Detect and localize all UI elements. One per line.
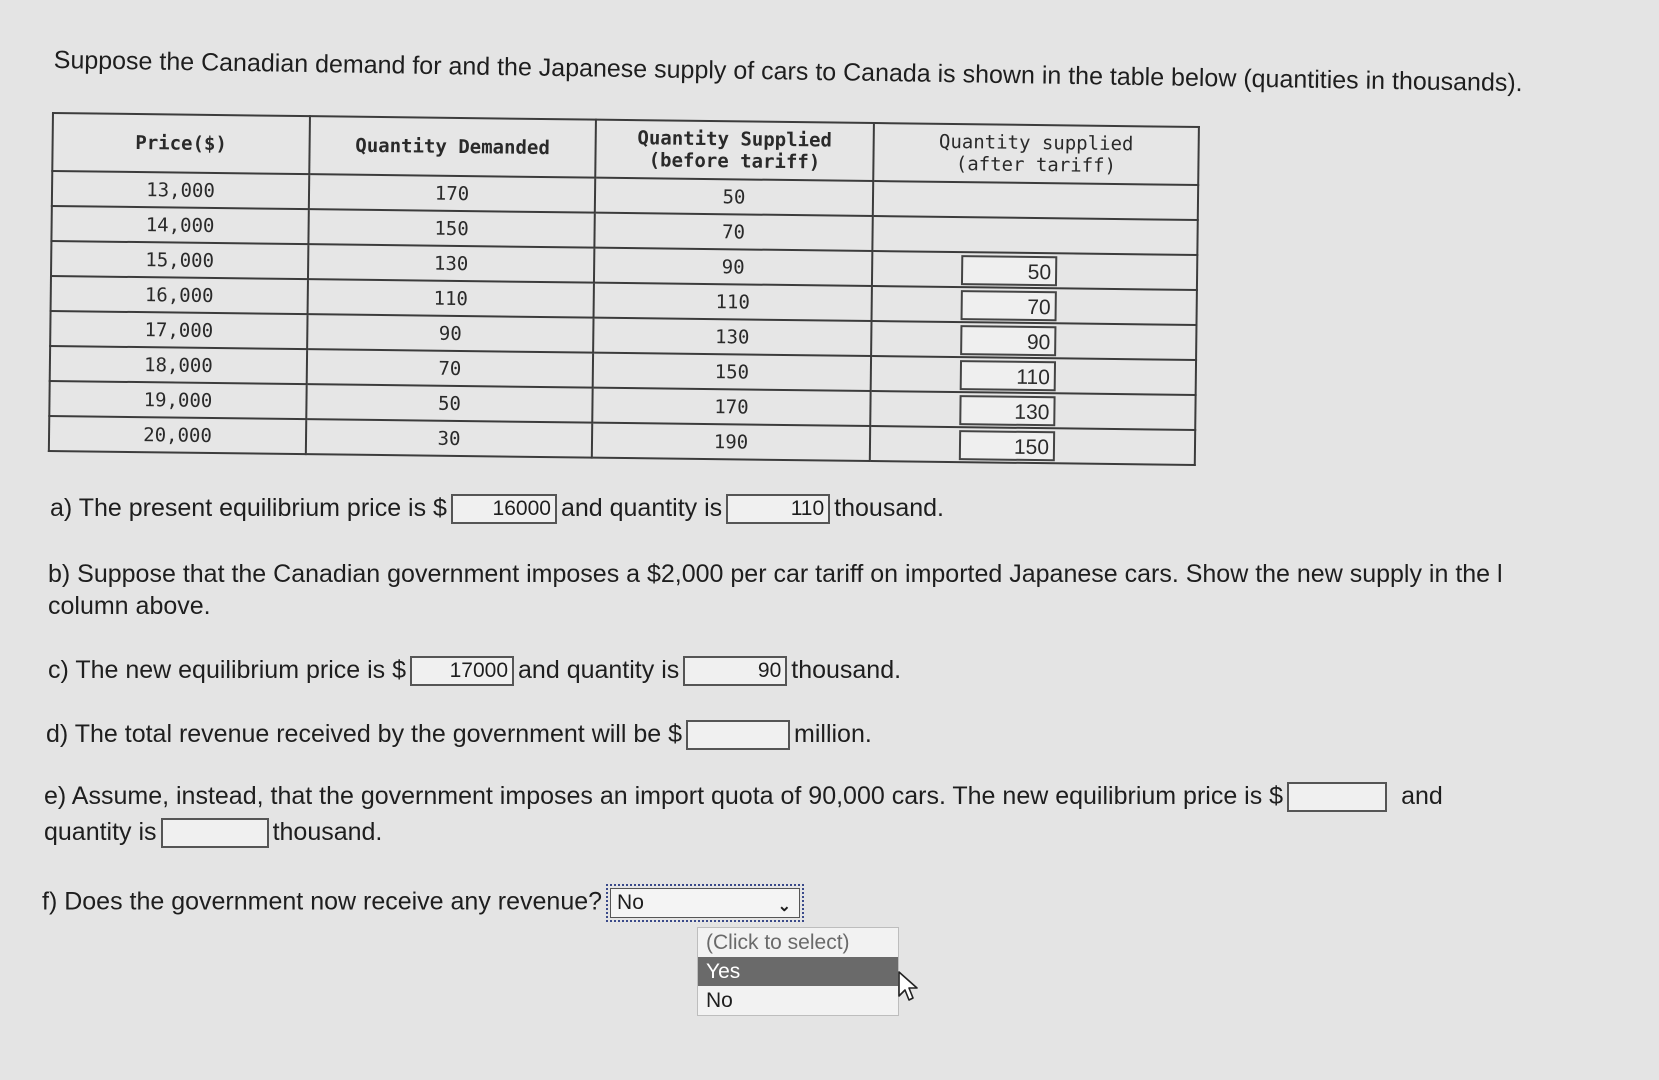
cell-quantity-supplied-after (870, 391, 1195, 430)
cell-quantity-supplied-after (872, 286, 1197, 325)
cell-price: 19,000 (49, 381, 306, 419)
question-a: a) The present equilibrium price is $ 16000 and quantity is 110 thousand. (50, 492, 944, 524)
cell-price: 18,000 (50, 346, 307, 384)
after-tariff-input[interactable]: 50 (961, 255, 1057, 286)
question-d: d) The total revenue received by the government will be $ million. (46, 718, 872, 750)
revenue-select[interactable]: No ⌄ (610, 888, 800, 918)
mouse-cursor-icon (897, 970, 921, 1004)
question-e-line2: quantity is thousand. (44, 816, 382, 848)
quota-quantity-input[interactable] (161, 818, 269, 848)
question-c: c) The new equilibrium price is $ 17000 and quantity is 90 thousand. (48, 654, 901, 686)
cell-quantity-demanded: 170 (309, 174, 595, 212)
revenue-input[interactable] (686, 720, 790, 750)
intro-text: Suppose the Canadian demand for and the Japanese supply of cars to Canada is shown in the table below (quantities in thousands). (53, 46, 1523, 98)
cell-quantity-supplied-after (872, 251, 1197, 290)
cell-quantity-supplied-before: 170 (592, 388, 870, 426)
cell-quantity-demanded: 90 (307, 314, 593, 352)
cell-quantity-supplied-after (871, 356, 1196, 395)
header-quantity-supplied-after: Quantity supplied (after tariff) (873, 123, 1199, 185)
after-tariff-input[interactable]: 90 (960, 325, 1056, 356)
cell-price: 14,000 (51, 206, 308, 244)
question-e-line1: e) Assume, instead, that the government imposes an import quota of 90,000 cars. The new equilibrium price is $ and (44, 780, 1443, 812)
header-quantity-supplied-before: Quantity Supplied (before tariff) (595, 120, 874, 181)
cell-quantity-supplied-before: 150 (593, 353, 871, 391)
cell-quantity-supplied-after (871, 321, 1196, 360)
cell-price: 15,000 (51, 241, 308, 279)
question-f: f) Does the government now receive any revenue? No ⌄ (42, 884, 804, 922)
new-quantity-input[interactable]: 90 (683, 656, 787, 686)
cell-quantity-demanded: 130 (308, 244, 594, 282)
equilibrium-price-input[interactable]: 16000 (451, 494, 557, 524)
cell-quantity-supplied-before: 90 (594, 248, 872, 286)
after-tariff-input[interactable]: 110 (960, 360, 1056, 391)
cell-quantity-demanded: 70 (307, 349, 593, 387)
revenue-select-focus (606, 884, 804, 922)
after-tariff-input[interactable]: 150 (959, 430, 1055, 461)
cell-price: 17,000 (50, 311, 307, 349)
quota-price-input[interactable] (1287, 782, 1387, 812)
after-tariff-input[interactable]: 70 (961, 290, 1057, 321)
cell-quantity-supplied-before: 190 (592, 423, 870, 461)
cell-quantity-demanded: 30 (306, 419, 592, 457)
cell-quantity-demanded: 150 (308, 209, 594, 247)
revenue-dropdown-list (697, 927, 899, 1016)
header-quantity-demanded: Quantity Demanded (309, 116, 596, 177)
chevron-down-icon: ⌄ (777, 898, 792, 915)
dropdown-option-no[interactable]: No (706, 989, 733, 1012)
header-price: Price($) (52, 113, 310, 174)
dropdown-option-placeholder[interactable]: (Click to select) (706, 931, 850, 954)
cell-quantity-supplied-before: 130 (593, 318, 871, 356)
cell-quantity-supplied-before: 110 (594, 283, 872, 321)
dropdown-option-yes[interactable]: Yes (698, 957, 898, 986)
new-price-input[interactable]: 17000 (410, 656, 514, 686)
cell-quantity-demanded: 50 (306, 384, 592, 422)
cell-price: 16,000 (51, 276, 308, 314)
question-b: b) Suppose that the Canadian government imposes a $2,000 per car tariff on imported Japanese cars. Show the new supply in the l column above. (48, 560, 1503, 620)
cell-quantity-supplied-before: 70 (594, 213, 872, 251)
cell-quantity-demanded: 110 (308, 279, 594, 317)
after-tariff-input[interactable]: 130 (959, 395, 1055, 426)
cell-price: 13,000 (52, 171, 309, 209)
cell-quantity-supplied-after (870, 426, 1195, 465)
cell-price: 20,000 (49, 416, 306, 454)
cell-quantity-supplied-after (873, 181, 1198, 220)
equilibrium-quantity-input[interactable]: 110 (726, 494, 830, 524)
cell-quantity-supplied-before: 50 (595, 178, 873, 216)
supply-demand-table (48, 112, 1200, 466)
cell-quantity-supplied-after (872, 216, 1197, 255)
